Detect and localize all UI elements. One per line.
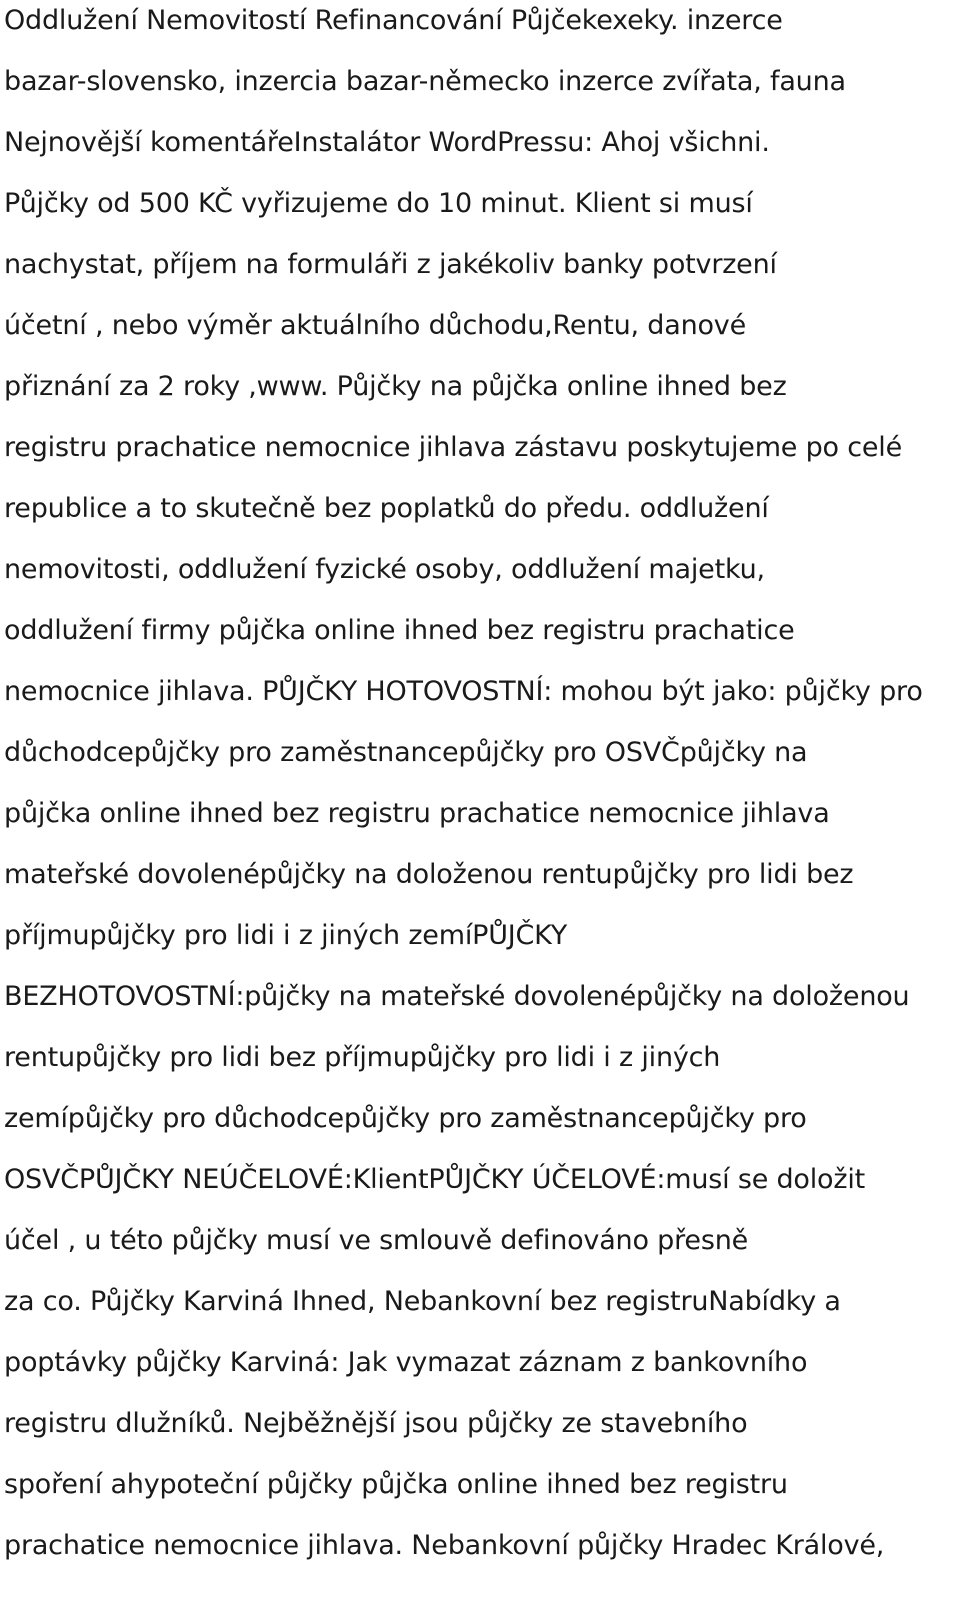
text-line: rentupůjčky pro lidi bez příjmupůjčky pro lidi i z jiných [4,1042,721,1073]
text-line: přiznání za 2 roky ,www. Půjčky na půjčka online ihned bez [4,371,787,402]
text-line: Nejnovější komentářeInstalátor WordPressu: Ahoj všichni. [4,127,770,158]
text-line: Oddlužení Nemovitostí Refinancování Půjčekexeky. inzerce [4,5,783,36]
text-line: bazar-slovensko, inzercia bazar-německo inzerce zvířata, fauna [4,66,846,97]
text-line: účetní , nebo výměr aktuálního důchodu,Rentu, danové [4,310,746,341]
text-line: zemípůjčky pro důchodcepůjčky pro zaměstnancepůjčky pro [4,1103,807,1134]
text-line: nachystat, příjem na formuláři z jakékoliv banky potvrzení [4,249,777,280]
text-line: poptávky půjčky Karviná: Jak vymazat záznam z bankovního [4,1347,808,1378]
text-line: půjčka online ihned bez registru prachatice nemocnice jihlava [4,798,830,829]
text-line: republice a to skutečně bez poplatků do předu. oddlužení [4,493,769,524]
text-line: účel , u této půjčky musí ve smlouvě definováno přesně [4,1225,749,1256]
text-line: registru prachatice nemocnice jihlava zástavu poskytujeme po celé [4,432,903,463]
text-line: nemocnice jihlava. PŮJČKY HOTOVOSTNÍ: mohou být jako: půjčky pro [4,676,923,707]
text-line: oddlužení firmy půjčka online ihned bez registru prachatice [4,615,795,646]
text-line: důchodcepůjčky pro zaměstnancepůjčky pro OSVČpůjčky na [4,737,808,768]
text-line: nemovitosti, oddlužení fyzické osoby, oddlužení majetku, [4,554,765,585]
text-line: příjmupůjčky pro lidi i z jiných zemíPŮJČKY [4,920,568,951]
text-line: BEZHOTOVOSTNÍ:půjčky na mateřské dovolenépůjčky na doloženou [4,981,910,1012]
text-line: Půjčky od 500 KČ vyřizujeme do 10 minut. Klient si musí [4,188,753,219]
text-line: mateřské dovolenépůjčky na doloženou rentupůjčky pro lidi bez [4,859,854,890]
text-line: OSVČPŮJČKY NEÚČELOVÉ:KlientPŮJČKY ÚČELOVÉ:musí se doložit [4,1164,866,1195]
text-line: prachatice nemocnice jihlava. Nebankovní půjčky Hradec Králové, [4,1530,885,1561]
text-line: registru dlužníků. Nejběžnější jsou půjčky ze stavebního [4,1408,748,1439]
text-line: spoření ahypoteční půjčky půjčka online ihned bez registru [4,1469,788,1500]
text-line: za co. Půjčky Karviná Ihned, Nebankovní bez registruNabídky a [4,1286,841,1317]
